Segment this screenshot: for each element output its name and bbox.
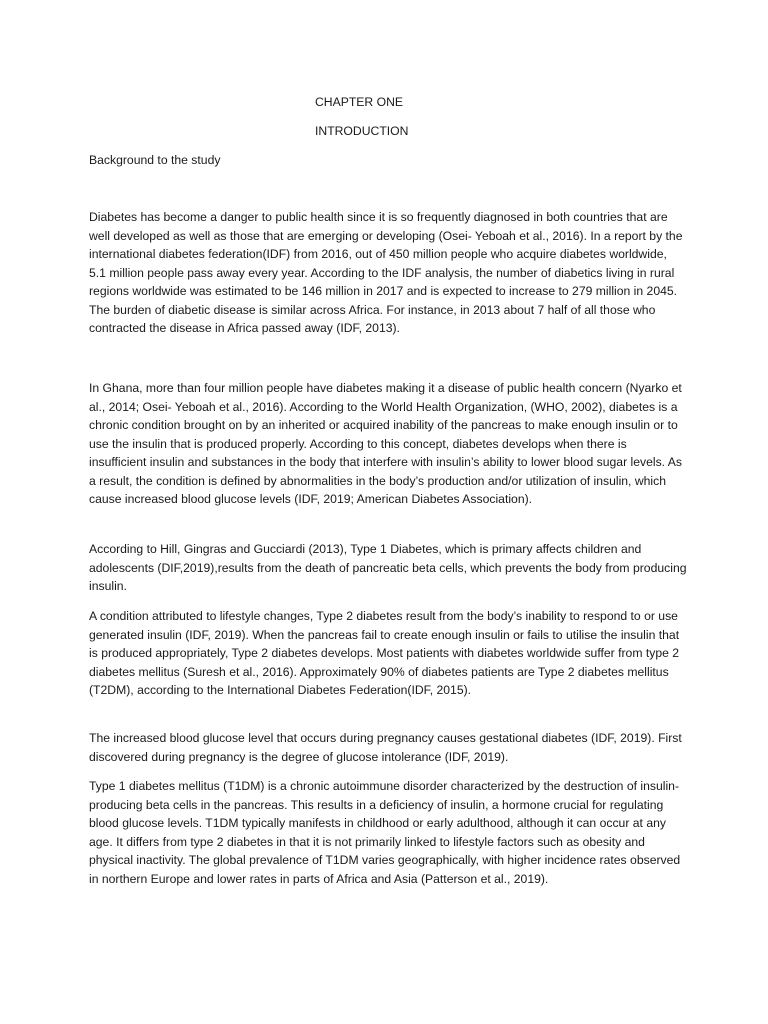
paragraph-4: A condition attributed to lifestyle changes, Type 2 diabetes result from the body’s inability to respond to or use generated insulin (IDF, 2019). When the pancreas fail to create enough insulin or fails to utilise the insulin that is produced appropriately, Type 2 diabetes develops. Most patients with diabetes worldwide suffer from type 2 diabetes mellitus (Suresh et al., 2016). Approximately 90% of diabetes patients are Type 2 diabetes mellitus (T2DM), according to the International Diabetes Federation(IDF, 2015). [89,609,680,697]
chapter-title: INTRODUCTION [315,124,409,138]
paragraph-1: Diabetes has become a danger to public health since it is so frequently diagnosed in both countries that are well developed as well as those that are emerging or developing (Osei- Yeboah et al., 2016). In a report by the international diabetes federation(IDF) from 2016, out of 450 million people who acquire diabetes worldwide, 5.1 million people pass away every year. According to the IDF analysis, the number of diabetics living in rural regions worldwide was estimated to be 146 million in 2017 and is expected to increase to 279 million in 2045. The burden of diabetic disease is similar across Africa. For instance, in 2013 about 7 half of all those who contracted the disease in Africa passed away (IDF, 2013). [89,210,683,335]
chapter-heading: CHAPTER ONE [315,95,404,109]
paragraph-5: The increased blood glucose level that occurs during pregnancy causes gestational diabetes (IDF, 2019). First discovered during pregnancy is the degree of glucose intolerance (IDF, 2019). [89,731,682,764]
section-heading: Background to the study [89,153,221,167]
paragraph-6: Type 1 diabetes mellitus (T1DM) is a chronic autoimmune disorder characterized by the destruction of insulin-producing beta cells in the pancreas. This results in a deficiency of insulin, a hormone crucial for regulating blood glucose levels. T1DM typically manifests in childhood or early adulthood, although it can occur at any age. It differs from type 2 diabetes in that it is not primarily linked to lifestyle factors such as obesity and physical inactivity. The global prevalence of T1DM varies geographically, with higher incidence rates observed in northern Europe and lower rates in parts of Africa and Asia (Patterson et al., 2019). [89,779,681,886]
paragraph-2: In Ghana, more than four million people have diabetes making it a disease of public health concern (Nyarko et al., 2014; Osei- Yeboah et al., 2016). According to the World Health Organization, (WHO, 2002), diabetes is a chronic condition brought on by an inherited or acquired inability of the pancreas to make enough insulin or to use the insulin that is produced properly. According to this concept, diabetes develops when there is insufficient insulin and substances in the body that interfere with insulin’s ability to lower blood sugar levels. As a result, the condition is defined by abnormalities in the body’s production and/or utilization of insulin, which cause increased blood glucose levels (IDF, 2019; American Diabetes Association). [89,381,683,506]
paragraph-3: According to Hill, Gingras and Gucciardi (2013), Type 1 Diabetes, which is primary affects children and adolescents (DIF,2019),results from the death of pancreatic beta cells, which prevents the body from producing insulin. [89,542,687,593]
